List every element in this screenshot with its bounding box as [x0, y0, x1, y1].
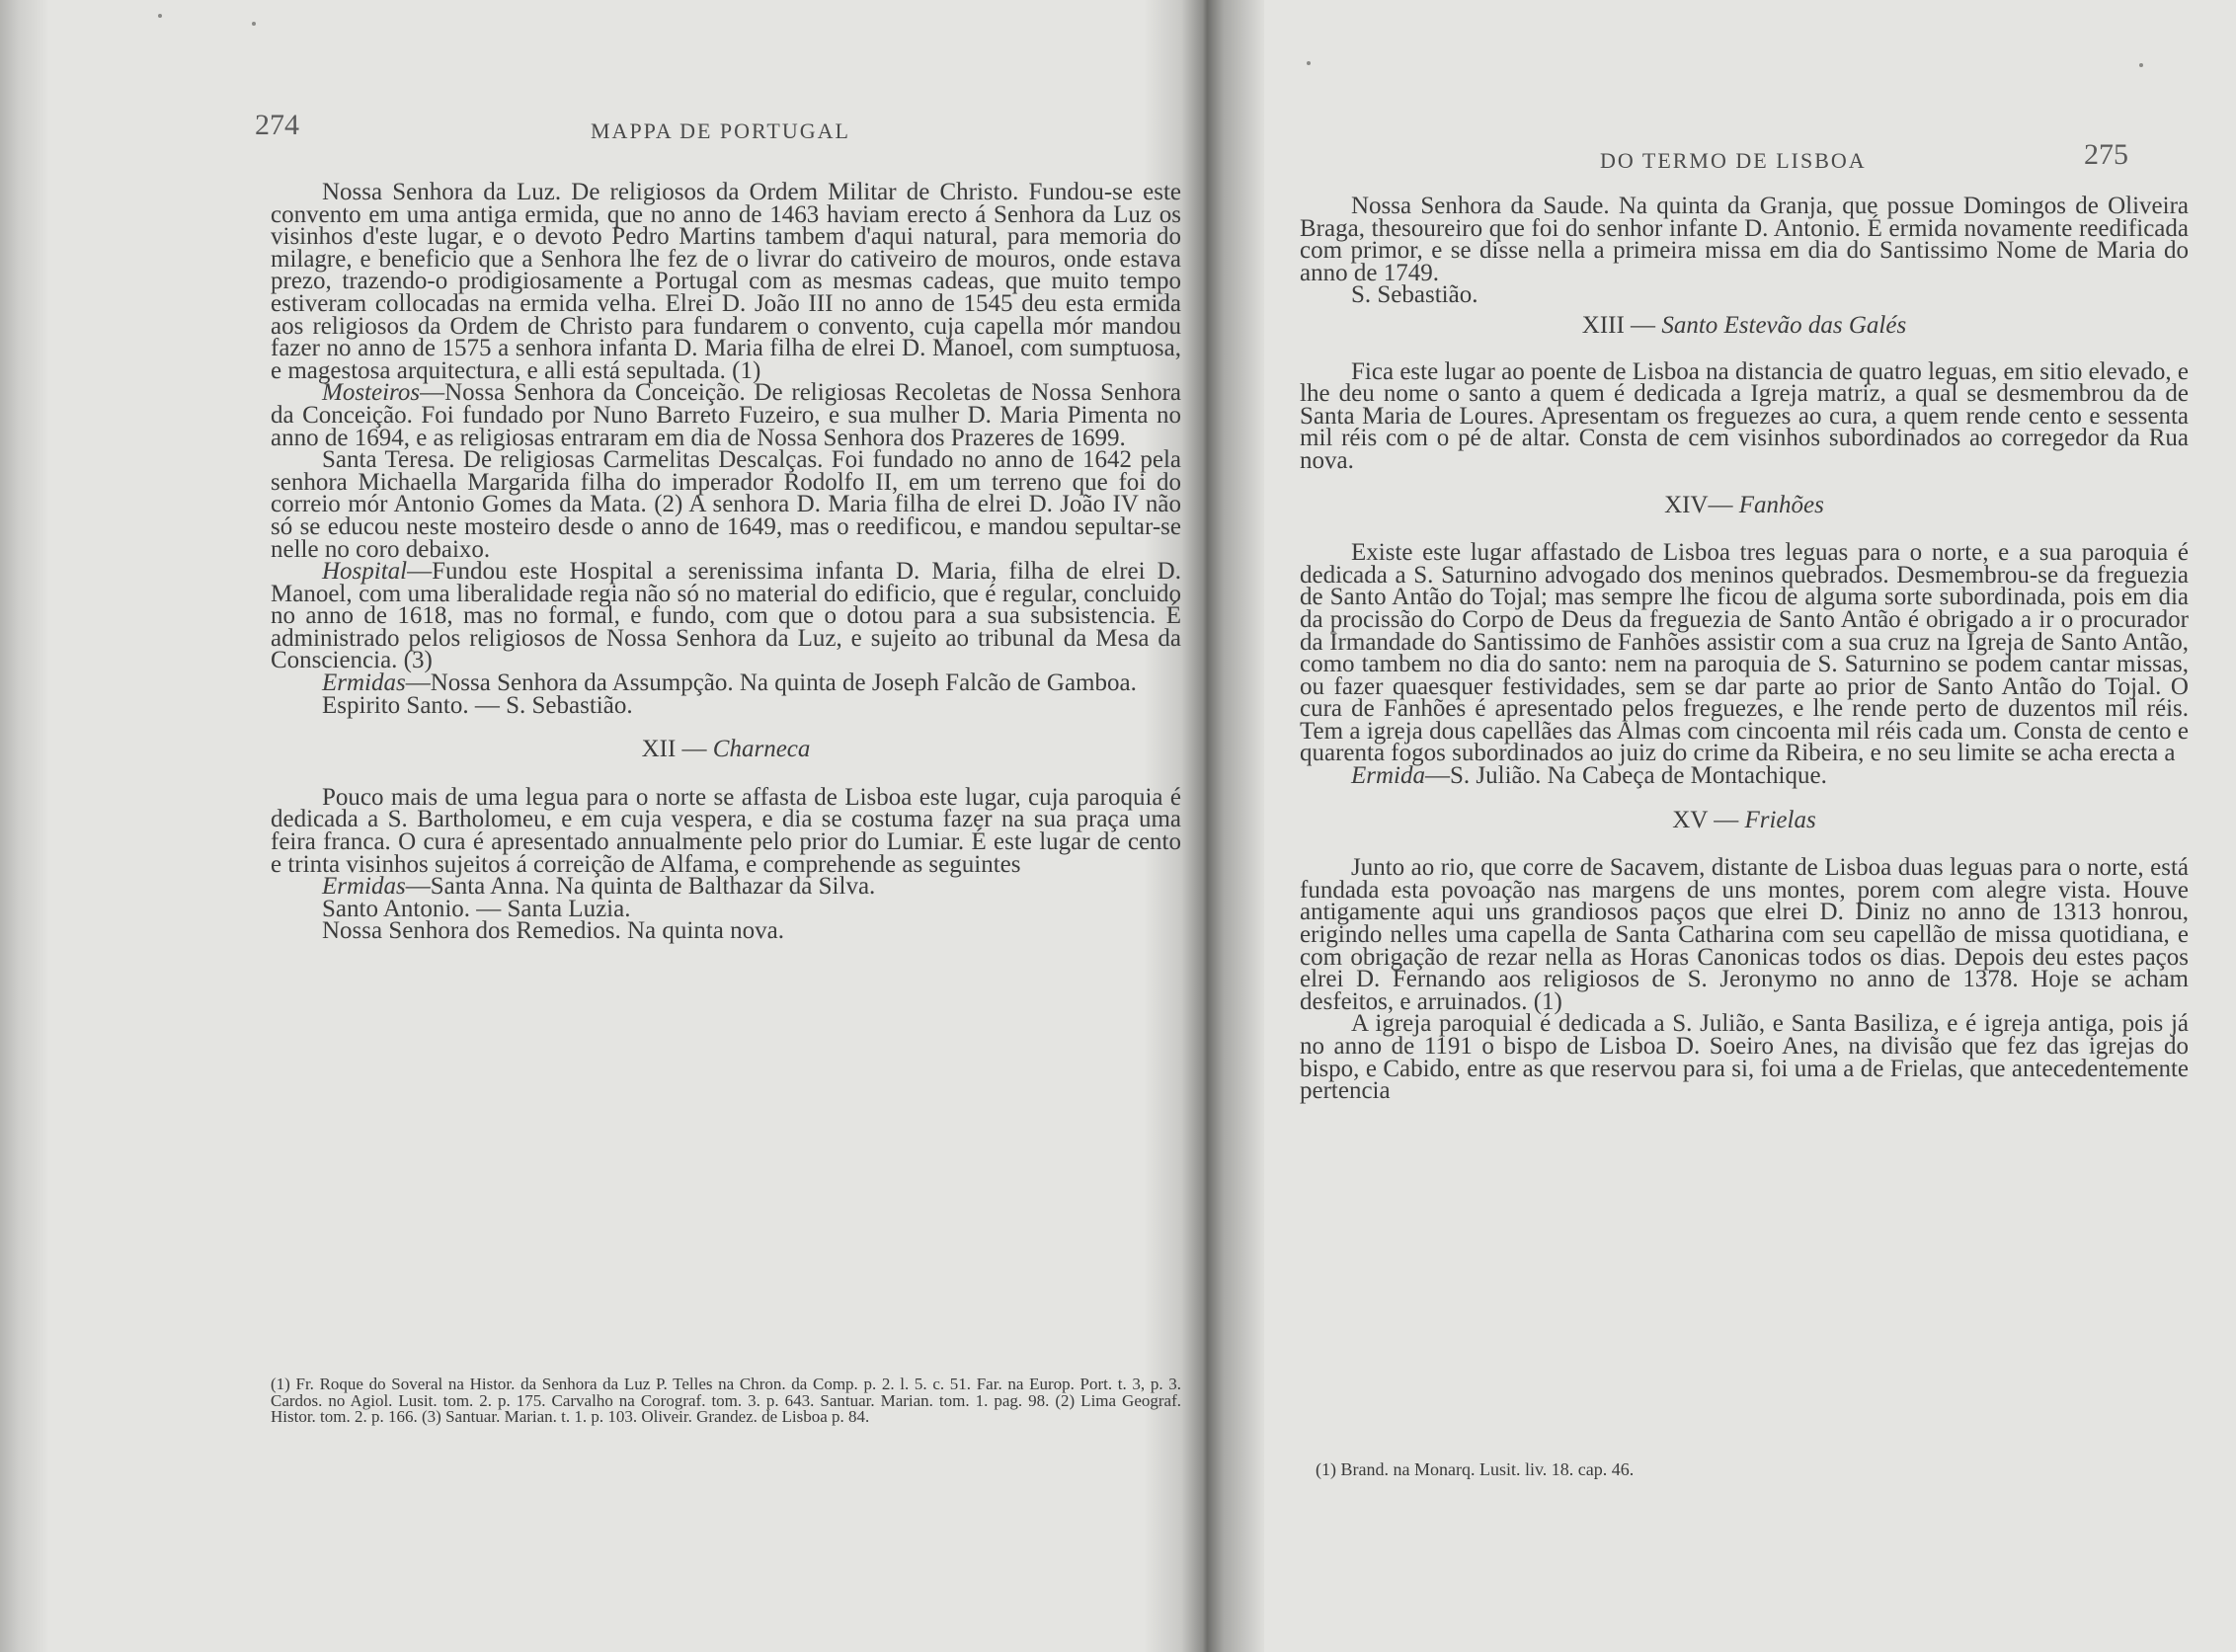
section-name: Frielas	[1744, 806, 1816, 833]
paragraph-santo-antonio: Santo Antonio. — Santa Luzia.	[322, 895, 631, 922]
mosteiros-label: Mosteiros	[322, 379, 421, 407]
left-page	[59, 0, 1181, 1652]
section-heading-xiii	[1300, 311, 2189, 339]
paragraph-nossa-senhora-da-saude: Nossa Senhora da Saude. Na quinta da Granja, que possue Domingos de Oliveira Braga, thesoureiro que foi do senhor infante D. Antonio. É ermida novamente reedificada com primor, e se disse nella a primeira missa em dia do Santissimo Nome de Maria do anno de 1749.	[1300, 193, 2189, 286]
right-page	[1274, 0, 2212, 1652]
ermida-text: —S. Julião. Na Cabeça de Montachique.	[1425, 762, 1827, 790]
section-heading-xii	[271, 736, 1181, 763]
paragraph-fanhoes: Existe este lugar affastado de Lisboa tres leguas para o norte, e a sua paroquia é dedicada a S. Saturnino advogado dos meninos quebrados. Desmembrou-se da freguezia de Santo Antão do Tojal; mas sempre lhe ficou de alguma sorte subordinada, pois em dia da procissão do Corpo de Deus da freguezia de Santo Antão é obrigado a ir o procurador da Irmandade do Santissimo de Fanhões assistir com a sua cruz na Igreja de Santo Antão, como tambem no dia do santo: nem na paroquia de S. Saturnino se podem cantar missas, ou fazer quaesquer festividades, sem se dar parte ao prior de Santo Antão do Tojal. O cura de Fanhões é apresentado pelos freguezes, e lhe rende perto de duzentos mil réis. Tem a igreja dous capellães das Almas com cincoenta mil réis cada um. Consta de cento e quarenta fogos subordinados ao juiz do crime da Ribeira, e no seu limite se acha erecta a	[1300, 539, 2189, 767]
left-footnotes: (1) Fr. Roque do Soveral na Histor. da Senhora da Luz P. Telles na Chron. da Comp. p. 2. l. 5. c. 51. Far. na Europ. Port. t. 3, p. 3. Cardos. no Agiol. Lusit. tom. 2. p. 175. Carvalho na Corograf. tom. 3. p. 643. Santuar. Marian. tom. 1. pag. 98. (2) Lima Geograf. Histor. tom. 2. p. 166. (3) Santuar. Marian. t. 1. p. 103. Oliveir. Grandez. de Lisboa p. 84.	[271, 1375, 1181, 1426]
left-body-text	[271, 179, 1181, 945]
ermidas-text: —Nossa Senhora da Assumpção. Na quinta de Joseph Falcão de Gamboa.	[405, 669, 1137, 697]
ermidas-label: Ermidas	[322, 873, 406, 901]
running-head: MAPPA DE PORTUGAL	[591, 118, 850, 143]
paragraph-remedios: Nossa Senhora dos Remedios. Na quinta nova.	[322, 917, 784, 945]
paragraph-santo-estevao: Fica este lugar ao poente de Lisboa na distancia de quatro leguas, em sitio elevado, e lhe deu nome o santo a quem é dedicada a Igreja matriz, a qual se desmembrou da de Santa Maria de Loures. Apresentam os freguezes ao cura, a quem rende cento e sessenta mil réis com o pé de altar. Consta de cem visinhos subordinados ao corregedor da Rua nova.	[1300, 357, 2189, 474]
paragraph-hospital	[271, 558, 1181, 674]
paragraph-espirito-santo: Espirito Santo. — S. Sebastião.	[322, 691, 633, 719]
section-number: XIII —	[1581, 311, 1662, 339]
section-name: Fanhões	[1738, 491, 1824, 518]
hospital-text: —Fundou este Hospital a serenissima infanta D. Maria, filha de elrei D. Manoel, com uma liberalidade regia não só no material do edificio, que é regular, concluido no anno de 1618, mas no formal, e fundo, com que o dotou para a sua subsistencia. É administrado pelos religiosos de Nossa Senhora da Luz, e sujeito ao tribunal da Mesa da Consciencia. (3)	[271, 558, 1181, 674]
section-number: XIV—	[1664, 491, 1739, 518]
page-number: 274	[255, 109, 299, 141]
hospital-label: Hospital	[322, 558, 408, 586]
page-edge-shadow	[0, 0, 47, 1652]
paragraph-frielas-igreja: A igreja paroquial é dedicada a S. Julião, e Santa Basiliza, e é igreja antiga, pois já no anno de 1191 o bispo de Lisboa D. Soeiro Anes, na divisão que fez das igrejas do bispo, e Cabido, entre as que reservou para si, foi uma a de Frielas, que antecedentemente pertencia	[1300, 1010, 2189, 1105]
right-body-text	[1300, 193, 2189, 1105]
section-number: XV —	[1672, 806, 1745, 833]
running-head: DO TERMO DE LISBOA	[1600, 148, 1867, 173]
section-name: Charneca	[712, 736, 811, 763]
paragraph-s-sebastiao: S. Sebastião.	[1351, 281, 1478, 309]
right-footnote: (1) Brand. na Monarq. Lusit. liv. 18. cap. 46.	[1316, 1459, 1635, 1479]
paragraph-charneca: Pouco mais de uma legua para o norte se affasta de Lisboa este lugar, cuja paroquia é dedicada a S. Bartholomeu, e em cuja vespera, e dia se costuma fazer na sua praça uma feira franca. O cura é apresentado annualmente pelo prior do Lumiar. É este lugar de cento e trinta visinhos sujeitos á correição de Alfama, e comprehende as seguintes	[271, 783, 1181, 878]
ermidas-text: —Santa Anna. Na quinta de Balthazar da Silva.	[405, 873, 876, 901]
paragraph-santa-teresa: Santa Teresa. De religiosas Carmelitas Descalças. Foi fundado no anno de 1642 pela senhora Michaella Margarida filha do imperador Rodolfo II, em um terreno que foi do correio mór Antonio Gomes da Mata. (2) A senhora D. Maria filha de elrei D. João IV não só se educou neste mosteiro desde o anno de 1649, mas o reedificou, e mandou sepultar-se nelle no coro debaixo.	[271, 446, 1181, 563]
section-name: Santo Estevão das Galés	[1661, 311, 1907, 339]
mosteiros-text: —Nossa Senhora da Conceição. De religiosas Recoletas de Nossa Senhora da Conceição. Foi fundado por Nuno Barreto Fuzeiro, e sua mulher D. Maria Pimenta no anno de 1694, e as religiosas entraram em dia de Nossa Senhora dos Prazeres de 1699.	[271, 379, 1181, 451]
ermidas-label: Ermidas	[322, 669, 406, 697]
section-heading-xiv	[1300, 491, 2189, 518]
paragraph-fanhoes-ermida	[1300, 762, 2189, 790]
section-number: XII —	[641, 736, 713, 763]
paragraph-frielas: Junto ao rio, que corre de Sacavem, distante de Lisboa duas leguas para o norte, está fundada esta povoação nas margens de uns montes, porem com alegre vista. Houve antigamente aqui uns grandiosos paços que elrei D. Diniz no anno de 1313 honrou, erigindo nelles uma capella de Santa Catharina com seu capellão de missa quotidiana, e com obrigação de rezar nella as Horas Canonicas todos os dias. Depois deu estes paços elrei D. Fernando aos religiosos de S. Jeronymo no anno de 1378. Hoje se acham desfeitos, e arruinados. (1)	[1300, 854, 2189, 1015]
page-number: 275	[2084, 138, 2128, 171]
paragraph-mosteiros	[271, 379, 1181, 451]
paragraph-nossa-senhora-da-luz: Nossa Senhora da Luz. De religiosos da Ordem Militar de Christo. Fundou-se este convento em uma antiga ermida, que no anno de 1463 haviam erecto á Senhora da Luz os visinhos d'este lugar, e o devoto Pedro Martins tambem d'aqui natural, para memoria do milagre, e beneficio que a Senhora lhe fez de o livrar do cativeiro de mouros, onde estava prezo, trazendo-o prodigiosamente a Portugal com as mesmas cadeas, que muito tempo estiveram collocadas na ermida velha. Elrei D. João III no anno de 1545 deu esta ermida aos religiosos da Ordem de Christo para fundarem o convento, cuja capella mór mandou fazer no anno de 1575 a senhora infanta D. Maria filha de elrei D. Manoel, com sumptuosa, e magestosa arquitectura, e alli está sepultada. (1)	[271, 179, 1181, 384]
ermida-label: Ermida	[1351, 762, 1425, 790]
section-heading-xv	[1300, 806, 2189, 833]
